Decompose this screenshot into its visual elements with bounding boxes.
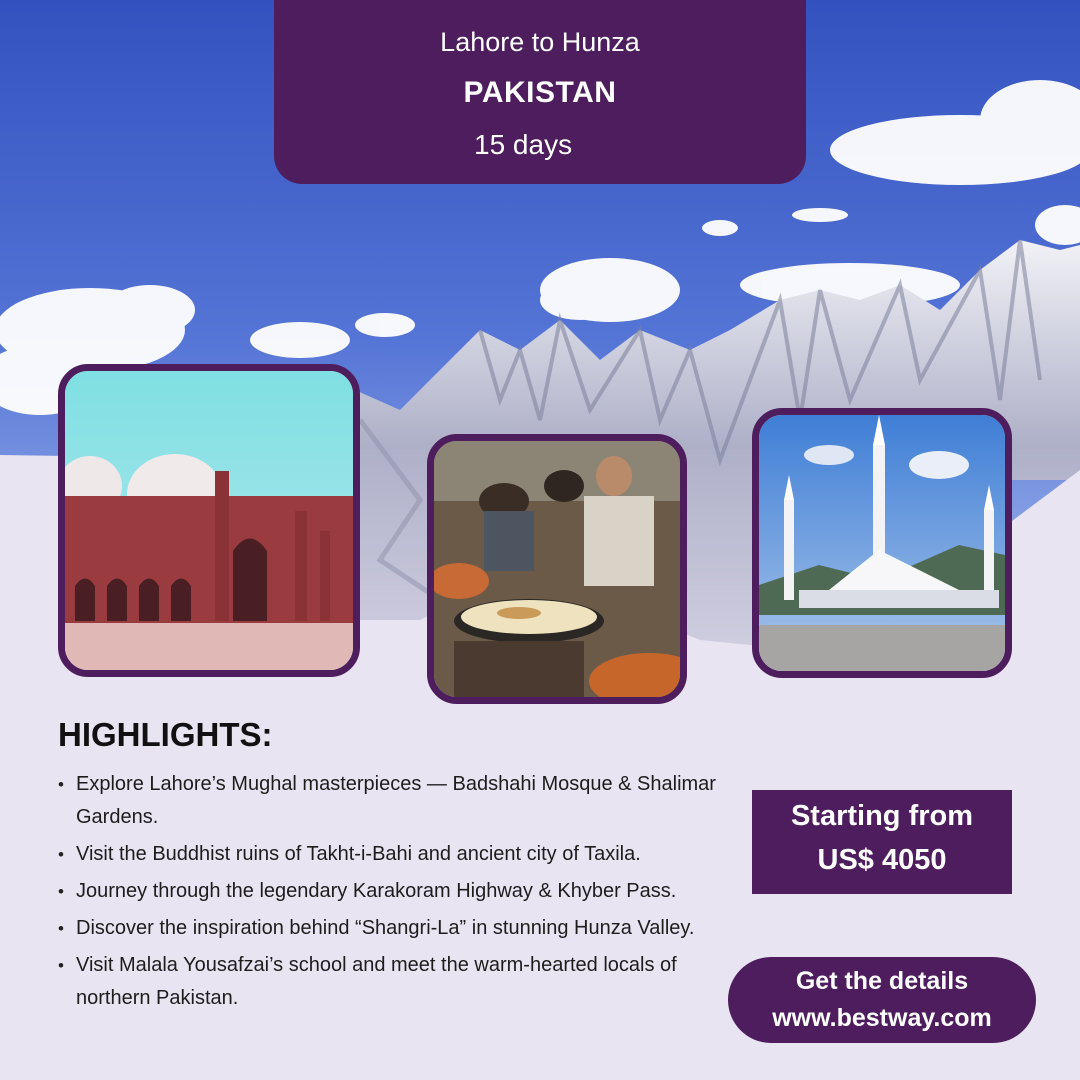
highlight-item: • Journey through the legendary Karakoram Highway & Khyber Pass. (58, 875, 738, 908)
highlights-heading: HIGHLIGHTS: (58, 716, 273, 753)
highlight-item: • Visit the Buddhist ruins of Takht-i-Bahi and ancient city of Taxila. (58, 838, 738, 871)
duration-label: 15 days (474, 129, 573, 160)
price-label: Starting from (790, 800, 974, 832)
faisal-mosque-photo (752, 408, 1012, 678)
country-title: PAKISTAN (463, 76, 617, 109)
title-banner (274, 0, 806, 184)
price-value: US$ 4050 (817, 844, 947, 876)
get-details-button[interactable] (728, 957, 1036, 1043)
price-box (752, 790, 1012, 894)
badshahi-mosque-photo (58, 364, 360, 677)
highlight-item: • Visit Malala Yousafzai’s school and meet the warm-hearted locals of northern Pakistan. (58, 949, 738, 1015)
website-link[interactable]: www.bestway.com (772, 1004, 992, 1032)
highlights-list (58, 768, 738, 1019)
cta-label: Get the details (795, 967, 969, 995)
route-title: Lahore to Hunza (440, 27, 640, 57)
highlight-item: • Discover the inspiration behind “Shangri-La” in stunning Hunza Valley. (58, 912, 738, 945)
highlight-item: • Explore Lahore’s Mughal masterpieces — Badshahi Mosque & Shalimar Gardens. (58, 768, 738, 834)
street-food-photo (427, 434, 687, 704)
